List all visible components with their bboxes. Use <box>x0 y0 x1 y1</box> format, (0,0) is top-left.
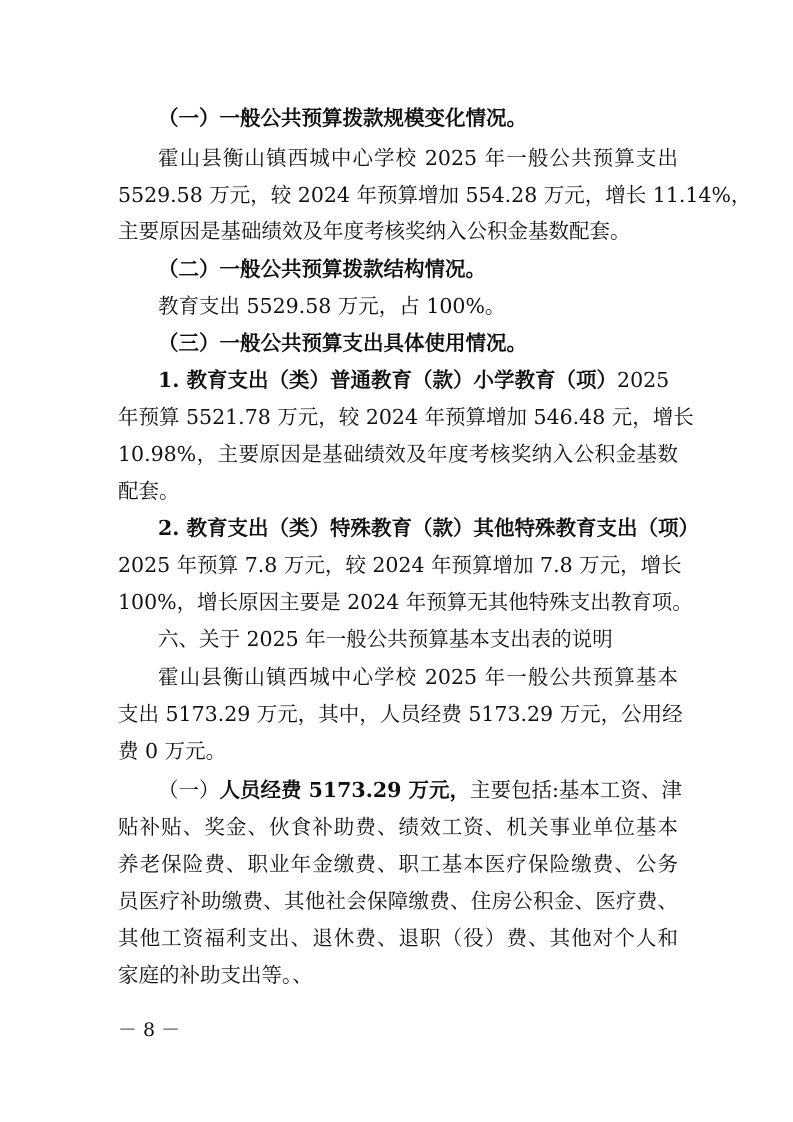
item-1-title: 1. 教育支出（类）普通教育（款）小学教育（项） <box>158 368 618 392</box>
paragraph-line: 100%，增长原因主要是 2024 年预算无其他特殊支出教育项。 <box>118 590 693 614</box>
paragraph-line: 支出 5173.29 万元，其中，人员经费 5173.29 万元，公用经 <box>118 702 683 726</box>
paragraph-line: 配套。 <box>118 479 180 503</box>
paragraph-line: 家庭的补助支出等。、 <box>118 963 313 987</box>
personnel-expense-lead: （一） <box>158 778 220 802</box>
chapter-heading-6: 六、关于 2025 年一般公共预算基本支出表的说明 <box>158 627 613 651</box>
page-number: － 8 － <box>118 1019 181 1041</box>
paragraph-line: 贴补贴、奖金、伙食补助费、绩效工资、机关事业单位基本 <box>118 815 678 839</box>
paragraph-line: 教育支出 5529.58 万元，占 100%。 <box>158 294 506 318</box>
paragraph-line: 年预算 5521.78 万元，较 2024 年预算增加 546.48 元，增长 <box>118 405 694 429</box>
paragraph-line: 2025 年预算 7.8 万元，较 2024 年预算增加 7.8 万元，增长 <box>118 553 682 577</box>
item-1-title-line <box>158 365 678 395</box>
paragraph-line: 5529.58 万元，较 2024 年预算增加 554.28 万元，增长 11.14%， <box>118 183 752 207</box>
item-1-year: 2025 <box>617 368 670 392</box>
paragraph-line: 养老保险费、职业年金缴费、职工基本医疗保险缴费、公务 <box>118 852 678 876</box>
paragraph-line: 霍山县衡山镇西城中心学校 2025 年一般公共预算支出 <box>158 146 678 170</box>
paragraph-line: 霍山县衡山镇西城中心学校 2025 年一般公共预算基本 <box>158 665 678 689</box>
personnel-expense-amount: 人员经费 5173.29 万元， <box>219 778 470 802</box>
paragraph-line: 费 0 万元。 <box>118 739 227 763</box>
section-heading-3: （三）一般公共预算支出具体使用情况。 <box>158 331 527 355</box>
paragraph-line: 其他工资福利支出、退休费、退职（役）费、其他对个人和 <box>118 926 678 950</box>
paragraph-line: 10.98%，主要原因是基础绩效及年度考核奖纳入公积金基数 <box>118 442 678 466</box>
section-heading-1: （一）一般公共预算拨款规模变化情况。 <box>158 106 527 130</box>
paragraph-line: 员医疗补助缴费、其他社会保障缴费、住房公积金、医疗费、 <box>118 889 678 913</box>
section-heading-2: （二）一般公共预算拨款结构情况。 <box>158 257 486 281</box>
personnel-expense-line <box>158 775 682 805</box>
personnel-expense-desc: 主要包括:基本工资、津 <box>470 778 682 802</box>
item-2-title: 2. 教育支出（类）特殊教育（款）其他特殊教育支出（项） <box>158 516 700 540</box>
paragraph-line: 主要原因是基础绩效及年度考核奖纳入公积金基数配套。 <box>118 219 631 243</box>
